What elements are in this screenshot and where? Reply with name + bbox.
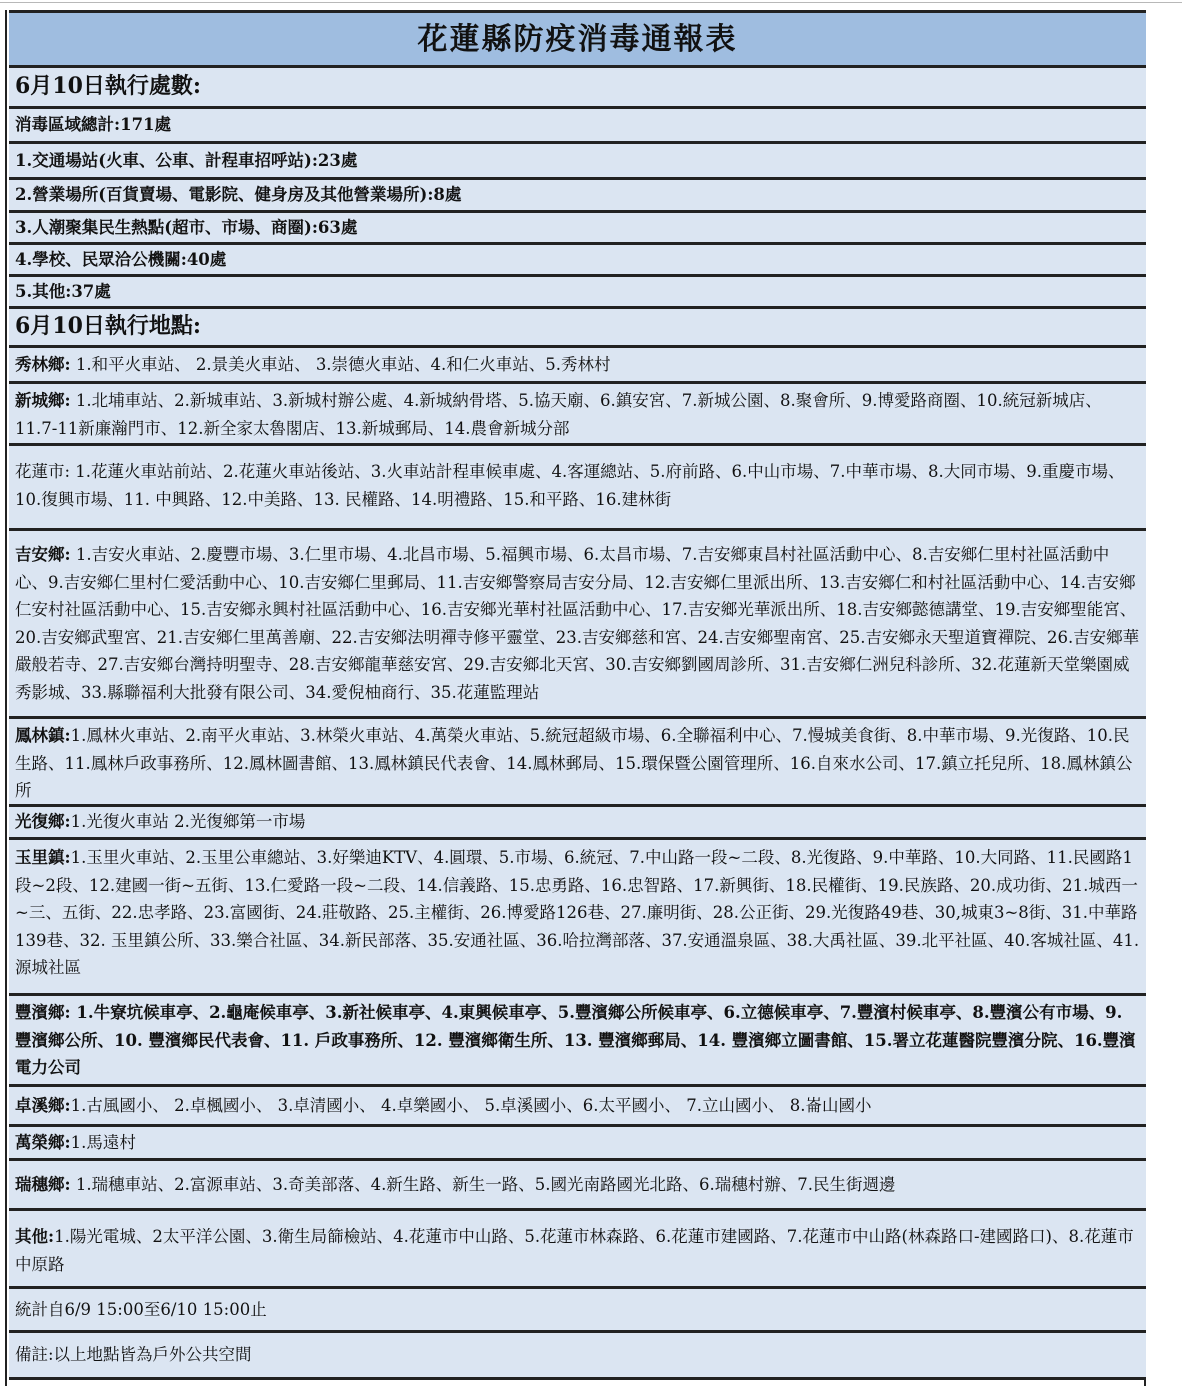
area-label: 瑞穗鄉: <box>15 1174 71 1194</box>
area-label: 鳳林鎮: <box>15 726 71 745</box>
location-heading: 6月10日執行地點: <box>9 306 1146 345</box>
area-locations: 1.吉安火車站、2.慶豐市場、3.仁里市場、4.北昌市場、5.福興市場、6.太昌市場、7.吉安鄉東昌村社區活動中心、8.吉安鄉仁里村社區活動中心、9.吉安鄉仁里村仁愛活動中心、10.吉安鄉仁里郵局、11.吉安鄉警察局吉安分局、12.吉安鄉仁里派出所、13.吉安鄉仁和村社區活動中心、14.吉安鄉仁安村社區活動中心、15.吉安鄉永興村社區活動中心、16.吉安鄉光華村社區活動中心、17.吉安鄉光華派出所、18.吉安鄉懿德講堂、19.吉安鄉聖能宮、20.吉安鄉武聖宮、21.吉安鄉仁里萬善廟、22.吉安鄉法明禪寺修平靈堂、23.吉安鄉慈和宮、24.吉安鄉聖南宮、25.吉安鄉永天聖道寶禪院、26.吉安鄉華嚴般若寺、27.吉安鄉台灣持明聖寺、28.吉安鄉龍華慈安宮、29.吉安鄉北天宮、30.吉安鄉劉國周診所、31.吉安鄉仁洲兒科診所、32.花蓮新天堂樂園威秀影城、33.縣聯福利大批發有限公司、34.愛倪柚商行、35.花蓮監理站 <box>15 545 1140 702</box>
area-row-guangfu <box>9 804 1146 837</box>
category-row-4: 4.學校、民眾洽公機關:40處 <box>9 242 1146 274</box>
area-locations: 1.古風國小、 2.卓楓國小、 3.卓清國小、 4.卓樂國小、 5.卓溪國小、6.太平國小、 7.立山國小、 8.崙山國小 <box>70 1095 872 1115</box>
area-row-other <box>9 1208 1146 1286</box>
area-row-zhuoxi <box>9 1084 1146 1124</box>
area-label: 新城鄉: <box>15 391 71 410</box>
area-label: 光復鄉: <box>15 812 71 832</box>
statistics-period: 統計自6/9 15:00至6/10 15:00止 <box>9 1286 1146 1330</box>
area-locations: 1.光復火車站 2.光復鄉第一市場 <box>70 812 306 832</box>
area-row-ruisui <box>9 1158 1146 1208</box>
area-locations: 1.馬遠村 <box>70 1132 136 1152</box>
category-row-1: 1.交通場站(火車、公車、計程車招呼站):23處 <box>9 141 1146 177</box>
area-label: 秀林鄉: <box>15 354 71 374</box>
area-label: 萬榮鄉: <box>15 1132 71 1152</box>
count-heading: 6月10日執行處數: <box>9 65 1146 106</box>
table-bottom-rule <box>9 1377 1146 1380</box>
category-row-3: 3.人潮聚集民生熱點(超市、市場、商圈):63處 <box>9 210 1146 242</box>
area-label: 吉安鄉: <box>15 545 71 564</box>
remark-note: 備註:以上地點皆為戶外公共空間 <box>9 1330 1146 1377</box>
area-locations: 1.牛寮坑候車亭、2.龜庵候車亭、3.新社候車亭、4.東興候車亭、5.豐濱鄉公所候車亭、6.立德候車亭、7.豐濱村候車亭、8.豐濱公有市場、9. 豐濱鄉公所、10. 豐濱鄉民代表會、11. 戶政事務所、12. 豐濱鄉衛生所、13. 豐濱鄉郵局、14. 豐濱鄉立圖書館、15.署立花蓮醫院豐濱分院、16.豐濱電力公司 <box>15 1003 1136 1077</box>
area-row-xiulin <box>9 345 1146 381</box>
area-locations: 花蓮市: 1.花蓮火車站前站、2.花蓮火車站後站、3.火車站計程車候車處、4.客運總站、5.府前路、6.中山市場、7.中華市場、8.大同市場、9.重慶市場、10.復興市場、11. 中興路、12.中美路、13. 民權路、14.明禮路、15.和平路、16.建林街 <box>15 462 1125 509</box>
area-row-wanrong <box>9 1124 1146 1158</box>
category-row-2: 2.營業場所(百貨賣場、電影院、健身房及其他營業場所):8處 <box>9 177 1146 210</box>
report-title: 花蓮縣防疫消毒通報表 <box>9 10 1146 67</box>
area-locations: 1.玉里火車站、2.玉里公車總站、3.好樂迪KTV、4.圓環、5.市場、6.統冠、7.中山路一段~二段、8.光復路、9.中華路、10.大同路、11.民國路1段~2段、12.建國一街~五街、13.仁愛路一段~二段、14.信義路、15.忠勇路、16.忠智路、17.新興街、18.民權街、19.民族路、20.成功街、21.城西一~三、五街、22.忠孝路、23.富國街、24.莊敬路、25.主權街、26.博愛路126巷、27.廉明街、28.公正街、29.光復路49巷、30,城東3~8街、31.中華路139巷、32. 玉里鎮公所、33.樂合社區、34.新民部落、35.安通社區、36.哈拉灣部落、37.安通溫泉區、38.大禹社區、39.北平社區、40.客城社區、41.源城社區 <box>15 848 1140 977</box>
area-row-xincheng <box>9 381 1146 443</box>
area-label: 其他: <box>15 1227 55 1246</box>
area-locations: 1.北埔車站、2.新城車站、3.新城村辦公處、4.新城納骨塔、5.協天廟、6.鎮安宮、7.新城公園、8.聚會所、9.博愛路商圈、10.統冠新城店、11.7-11新廉瀚門市、12.新全家太魯閣店、13.新城郵局、14.農會新城分部 <box>15 391 1102 438</box>
area-row-jian <box>9 528 1146 716</box>
page-top-rule <box>0 2 1182 3</box>
area-locations: 1.陽光電城、2太平洋公園、3.衛生局篩檢站、4.花蓮市中山路、5.花蓮市林森路、6.花蓮市建國路、7.花蓮市中山路(林森路口-建國路口)、8.花蓮市中原路 <box>15 1227 1134 1274</box>
area-row-hualien-city <box>9 443 1146 528</box>
area-label: 卓溪鄉: <box>15 1095 71 1115</box>
area-label: 玉里鎮: <box>15 848 71 867</box>
total-count: 消毒區域總計:171處 <box>9 106 1146 141</box>
area-row-fenglin <box>9 716 1146 804</box>
category-row-5: 5.其他:37處 <box>9 274 1146 306</box>
area-locations: 1.鳳林火車站、2.南平火車站、3.林榮火車站、4.萬榮火車站、5.統冠超級市場、6.全聯福利中心、7.慢城美食街、8.中華市場、9.光復路、10.民生路、11.鳳林戶政事務所、12.鳳林圖書館、13.鳳林鎮民代表會、14.鳳林郵局、15.環保暨公園管理所、16.自來水公司、17.鎮立托兒所、18.鳳林鎮公所 <box>15 726 1133 800</box>
area-row-yuli <box>9 837 1146 993</box>
area-label: 豐濱鄉: <box>15 1003 71 1022</box>
area-locations: 1.瑞穗車站、2.富源車站、3.奇美部落、4.新生路、新生一路、5.國光南路國光北路、6.瑞穗村辦、7.民生街週邊 <box>70 1174 896 1194</box>
area-row-fengbin <box>9 993 1146 1084</box>
area-locations: 1.和平火車站、 2.景美火車站、 3.崇德火車站、4.和仁火車站、5.秀林村 <box>70 354 611 374</box>
report-table <box>5 10 1146 1386</box>
